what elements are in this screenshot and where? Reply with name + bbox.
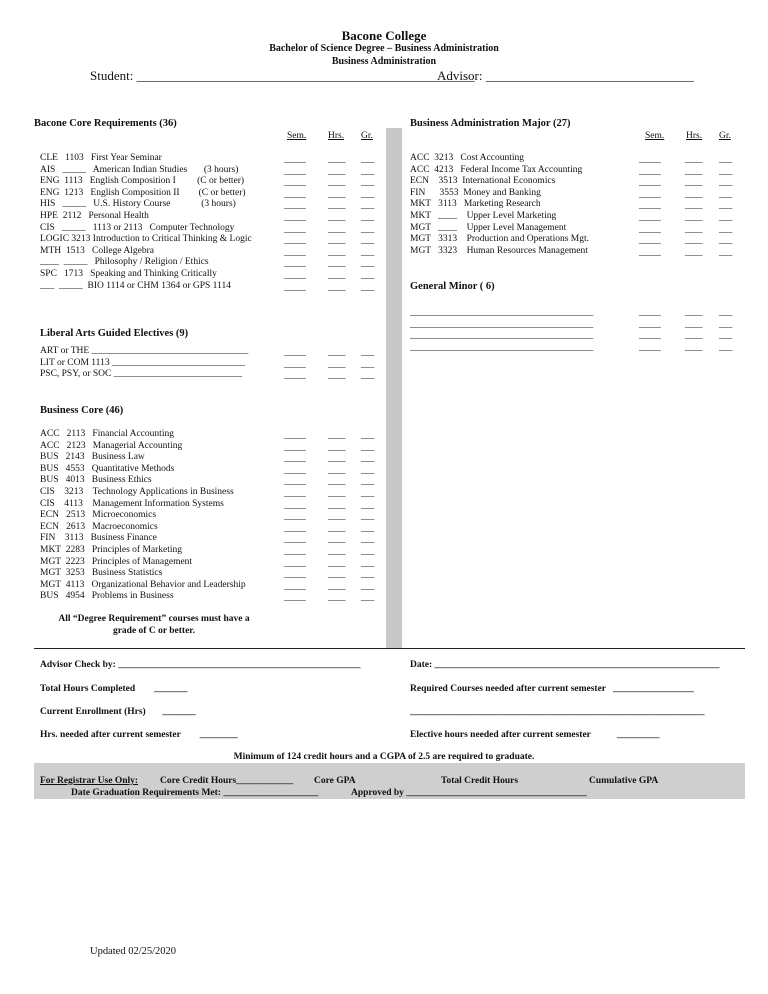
- major-course-gr-blank[interactable]: ___: [719, 201, 732, 212]
- core-course-gr-blank[interactable]: ___: [361, 155, 374, 165]
- required-courses-field[interactable]: Required Courses needed after current semester _________________: [410, 684, 694, 694]
- column-divider: [386, 128, 402, 648]
- core-course-gr-blank[interactable]: ___: [361, 213, 374, 223]
- core-course-hrs-blank[interactable]: ____: [328, 201, 345, 212]
- business-core-course-hrs-blank[interactable]: ____: [328, 593, 345, 604]
- minor-gr-blank[interactable]: ___: [719, 331, 732, 342]
- core-course-gr-blank[interactable]: ___: [361, 259, 374, 270]
- major-section-title: Business Administration Major (27): [410, 118, 571, 129]
- core-course-row: MTH 1513 College Algebra: [40, 245, 154, 256]
- business-core-title: Business Core (46): [40, 405, 124, 416]
- core-course-hrs-blank[interactable]: ____: [328, 155, 345, 165]
- business-core-course-row: ACC 2123 Managerial Accounting: [40, 440, 183, 451]
- cumulative-gpa-field[interactable]: Cumulative GPA: [589, 776, 659, 786]
- core-course-sem-blank[interactable]: _____: [284, 271, 306, 281]
- business-core-course-gr-blank[interactable]: ___: [361, 581, 374, 592]
- business-core-course-sem-blank[interactable]: _____: [284, 512, 306, 523]
- liberal-course-gr-blank[interactable]: ___: [361, 371, 374, 382]
- major-gr-header: Gr.: [719, 131, 731, 141]
- business-core-course-row: BUS 4553 Quantitative Methods: [40, 463, 175, 474]
- business-core-course-hrs-blank[interactable]: ____: [328, 442, 345, 453]
- business-core-course-row: CIS 4113 Management Information Systems: [40, 498, 224, 509]
- major-course-sem-blank[interactable]: _____: [639, 178, 661, 189]
- core-course-sem-blank[interactable]: _____: [284, 259, 306, 270]
- business-core-course-row: FIN 3113 Business Finance: [40, 533, 157, 544]
- business-core-course-gr-blank[interactable]: ___: [361, 523, 374, 534]
- liberal-course-hrs-blank[interactable]: ____: [328, 348, 345, 358]
- core-course-gr-blank[interactable]: ___: [361, 236, 374, 247]
- major-course-hrs-blank[interactable]: ____: [685, 201, 702, 212]
- major-course-gr-blank[interactable]: ___: [719, 224, 732, 235]
- elective-hours-field[interactable]: Elective hours needed after current semester _________: [410, 730, 660, 740]
- business-core-course-sem-blank[interactable]: _____: [284, 547, 306, 557]
- minor-section-title: General Minor ( 6): [410, 281, 495, 292]
- business-core-course-row: MGT 4113 Organizational Behavior and Leadership: [40, 579, 246, 590]
- business-core-course-gr-blank[interactable]: ___: [361, 500, 374, 511]
- major-course-hrs-blank[interactable]: ____: [685, 236, 702, 247]
- core-course-gr-blank[interactable]: ___: [361, 166, 374, 177]
- major-course-row: ACC 4213 Federal Income Tax Accounting: [410, 164, 583, 175]
- business-core-course-hrs-blank[interactable]: ____: [328, 465, 345, 476]
- business-core-course-row: MGT 3253 Business Statistics: [40, 568, 163, 579]
- business-core-course-hrs-blank[interactable]: ____: [328, 431, 345, 441]
- total-hours-field[interactable]: Total Hours Completed _______: [40, 684, 188, 694]
- minor-gr-blank[interactable]: ___: [719, 308, 732, 318]
- business-core-course-row: BUS 2143 Business Law: [40, 452, 145, 463]
- section-separator: [34, 648, 745, 649]
- major-course-gr-blank[interactable]: ___: [719, 189, 732, 200]
- major-course-gr-blank[interactable]: ___: [719, 155, 732, 165]
- core-course-row: ___ _____ BIO 1114 or CHM 1364 or GPS 1114: [40, 280, 231, 291]
- business-core-course-gr-blank[interactable]: ___: [361, 489, 374, 499]
- minor-gr-blank[interactable]: ___: [719, 319, 732, 330]
- degree-title: Bachelor of Science Degree – Business Administration: [269, 43, 499, 54]
- business-core-course-sem-blank[interactable]: _____: [284, 454, 306, 465]
- business-core-course-hrs-blank[interactable]: ____: [328, 570, 345, 581]
- business-core-course-sem-blank[interactable]: _____: [284, 431, 306, 441]
- core-course-sem-blank[interactable]: _____: [284, 236, 306, 247]
- business-core-course-gr-blank[interactable]: ___: [361, 570, 374, 581]
- minor-sem-blank[interactable]: _____: [639, 319, 661, 330]
- college-name: Bacone College: [341, 28, 427, 43]
- core-course-row: HIS _____ U.S. History Course (3 hours): [40, 199, 236, 210]
- major-course-row: MGT 3313 Production and Operations Mgt.: [410, 234, 589, 245]
- major-course-row: MKT ____ Upper Level Marketing: [410, 211, 557, 221]
- core-course-row: ____ _____ Philosophy / Religion / Ethics: [40, 257, 209, 268]
- business-core-course-row: MKT 2283 Principles of Marketing: [40, 545, 183, 555]
- major-course-hrs-blank[interactable]: ____: [685, 178, 702, 189]
- business-core-course-sem-blank[interactable]: _____: [284, 442, 306, 453]
- major-course-row: FIN 3553 Money and Banking: [410, 187, 541, 198]
- major-course-sem-blank[interactable]: _____: [639, 213, 661, 223]
- major-course-hrs-blank[interactable]: ____: [685, 155, 702, 165]
- business-core-course-gr-blank[interactable]: ___: [361, 593, 374, 604]
- core-course-sem-blank[interactable]: _____: [284, 213, 306, 223]
- core-course-row: AIS _____ American Indian Studies (3 hours): [40, 164, 239, 175]
- major-course-sem-blank[interactable]: _____: [639, 166, 661, 177]
- business-core-course-gr-blank[interactable]: ___: [361, 454, 374, 465]
- updated-date: Updated 02/25/2020: [90, 946, 177, 957]
- business-core-course-gr-blank[interactable]: ___: [361, 431, 374, 441]
- major-course-hrs-blank[interactable]: ____: [685, 213, 702, 223]
- minor-hrs-blank[interactable]: ____: [685, 331, 702, 342]
- liberal-course-sem-blank[interactable]: _____: [284, 359, 306, 370]
- core-course-hrs-blank[interactable]: ____: [328, 224, 345, 235]
- liberal-course-row: PSC, PSY, or SOC ___________________________: [40, 369, 243, 380]
- major-course-sem-blank[interactable]: _____: [639, 224, 661, 235]
- core-course-row: HPE 2112 Personal Health: [40, 211, 149, 221]
- major-course-sem-blank[interactable]: _____: [639, 155, 661, 165]
- major-hrs-header: Hrs.: [686, 131, 703, 141]
- minor-hrs-blank[interactable]: ____: [685, 319, 702, 330]
- business-core-course-sem-blank[interactable]: _____: [284, 570, 306, 581]
- business-core-course-gr-blank[interactable]: ___: [361, 477, 374, 488]
- major-course-row: MGT ____ Upper Level Management: [410, 222, 567, 233]
- registrar-label: For Registrar Use Only:: [40, 776, 139, 786]
- blank-line-field[interactable]: ______________________________________________________________: [410, 707, 705, 717]
- graduation-minimum-note: Minimum of 124 credit hours and a CGPA of 2.5 are required to graduate.: [233, 752, 535, 762]
- business-core-course-hrs-blank[interactable]: ____: [328, 477, 345, 488]
- business-core-course-hrs-blank[interactable]: ____: [328, 581, 345, 592]
- minor-sem-blank[interactable]: _____: [639, 342, 661, 353]
- date-field[interactable]: Date: ____________________________________________________________: [410, 660, 720, 670]
- major-course-gr-blank[interactable]: ___: [719, 213, 732, 223]
- total-credit-hours-field[interactable]: Total Credit Hours: [441, 776, 519, 786]
- core-course-sem-blank[interactable]: _____: [284, 189, 306, 200]
- core-section-title: Bacone Core Requirements (36): [34, 118, 177, 129]
- core-course-row: ENG 1113 English Composition I (C or better): [40, 176, 245, 187]
- core-course-hrs-blank[interactable]: ____: [328, 282, 345, 293]
- major-course-sem-blank[interactable]: _____: [639, 247, 661, 258]
- core-course-sem-blank[interactable]: _____: [284, 201, 306, 212]
- major-course-gr-blank[interactable]: ___: [719, 178, 732, 189]
- minor-course-line[interactable]: ___________________________________________: [410, 331, 593, 342]
- major-course-row: ACC 3213 Cost Accounting: [410, 153, 525, 163]
- minor-gr-blank[interactable]: ___: [719, 342, 732, 353]
- business-core-course-sem-blank[interactable]: _____: [284, 500, 306, 511]
- core-course-gr-blank[interactable]: ___: [361, 224, 374, 235]
- core-course-hrs-blank[interactable]: ____: [328, 259, 345, 270]
- student-field[interactable]: Student: ____________________________________________________: [90, 68, 475, 83]
- core-course-gr-blank[interactable]: ___: [361, 189, 374, 200]
- major-course-sem-blank[interactable]: _____: [639, 189, 661, 200]
- core-course-sem-blank[interactable]: _____: [284, 178, 306, 189]
- minor-course-line[interactable]: ___________________________________________: [410, 308, 593, 318]
- business-core-course-row: ECN 2613 Macroeconomics: [40, 521, 158, 532]
- date-requirements-met-field[interactable]: Date Graduation Requirements Met: ____________________: [71, 788, 319, 798]
- core-course-gr-blank[interactable]: ___: [361, 247, 374, 258]
- major-course-hrs-blank[interactable]: ____: [685, 224, 702, 235]
- grade-note-line1: All “Degree Requirement” courses must have a: [58, 614, 250, 624]
- core-course-sem-blank[interactable]: _____: [284, 282, 306, 293]
- major-course-gr-blank[interactable]: ___: [719, 247, 732, 258]
- major-course-row: MGT 3323 Human Resources Management: [410, 245, 588, 256]
- approved-by-field[interactable]: Approved by ______________________________________: [351, 788, 587, 798]
- business-core-course-sem-blank[interactable]: _____: [284, 535, 306, 546]
- business-core-course-sem-blank[interactable]: _____: [284, 523, 306, 534]
- liberal-course-sem-blank[interactable]: _____: [284, 348, 306, 358]
- core-course-gr-blank[interactable]: ___: [361, 282, 374, 293]
- business-core-course-gr-blank[interactable]: ___: [361, 558, 374, 569]
- minor-sem-blank[interactable]: _____: [639, 308, 661, 318]
- major-course-hrs-blank[interactable]: ____: [685, 189, 702, 200]
- hrs-needed-field[interactable]: Hrs. needed after current semester ________: [40, 730, 238, 740]
- business-core-course-sem-blank[interactable]: _____: [284, 489, 306, 499]
- major-course-sem-blank[interactable]: _____: [639, 236, 661, 247]
- business-core-course-hrs-blank[interactable]: ____: [328, 489, 345, 499]
- advisor-field[interactable]: Advisor: ________________________________: [437, 68, 694, 83]
- liberal-section-title: Liberal Arts Guided Electives (9): [40, 328, 189, 339]
- core-course-hrs-blank[interactable]: ____: [328, 236, 345, 247]
- core-course-gr-blank[interactable]: ___: [361, 271, 374, 281]
- minor-hrs-blank[interactable]: ____: [685, 342, 702, 353]
- major-course-hrs-blank[interactable]: ____: [685, 247, 702, 258]
- core-course-row: SPC 1713 Speaking and Thinking Critically: [40, 269, 217, 279]
- business-core-course-hrs-blank[interactable]: ____: [328, 523, 345, 534]
- business-core-course-gr-blank[interactable]: ___: [361, 535, 374, 546]
- core-credit-hours-field[interactable]: Core Credit Hours____________: [160, 776, 294, 786]
- core-sem-header: Sem.: [287, 131, 307, 141]
- business-core-course-row: CIS 3213 Technology Applications in Business: [40, 487, 234, 497]
- minor-hrs-blank[interactable]: ____: [685, 308, 702, 318]
- business-core-course-row: ACC 2113 Financial Accounting: [40, 429, 174, 439]
- core-course-row: CLE 1103 First Year Seminar: [40, 153, 162, 163]
- business-core-course-row: BUS 4954 Problems in Business: [40, 591, 174, 602]
- business-core-course-gr-blank[interactable]: ___: [361, 442, 374, 453]
- core-course-gr-blank[interactable]: ___: [361, 201, 374, 212]
- liberal-course-row: LIT or COM 1113 ____________________________: [40, 357, 245, 368]
- business-core-course-sem-blank[interactable]: _____: [284, 581, 306, 592]
- core-course-hrs-blank[interactable]: ____: [328, 213, 345, 223]
- business-core-course-row: ECN 2513 Microeconomics: [40, 510, 157, 521]
- minor-course-line[interactable]: ___________________________________________: [410, 342, 593, 353]
- core-course-gr-blank[interactable]: ___: [361, 178, 374, 189]
- business-core-course-sem-blank[interactable]: _____: [284, 593, 306, 604]
- business-core-course-sem-blank[interactable]: _____: [284, 465, 306, 476]
- major-course-gr-blank[interactable]: ___: [719, 236, 732, 247]
- major-course-gr-blank[interactable]: ___: [719, 166, 732, 177]
- minor-course-line[interactable]: ___________________________________________: [410, 319, 593, 330]
- business-core-course-hrs-blank[interactable]: ____: [328, 512, 345, 523]
- liberal-course-hrs-blank[interactable]: ____: [328, 359, 345, 370]
- core-course-hrs-blank[interactable]: ____: [328, 189, 345, 200]
- business-core-course-hrs-blank[interactable]: ____: [328, 558, 345, 569]
- business-core-course-hrs-blank[interactable]: ____: [328, 454, 345, 465]
- business-core-course-sem-blank[interactable]: _____: [284, 477, 306, 488]
- major-course-sem-blank[interactable]: _____: [639, 201, 661, 212]
- business-core-course-sem-blank[interactable]: _____: [284, 558, 306, 569]
- advisor-check-field[interactable]: Advisor Check by: ___________________________________________________: [40, 660, 361, 670]
- major-course-hrs-blank[interactable]: ____: [685, 166, 702, 177]
- core-course-sem-blank[interactable]: _____: [284, 166, 306, 177]
- major-course-row: MKT 3113 Marketing Research: [410, 199, 541, 210]
- core-course-hrs-blank[interactable]: ____: [328, 247, 345, 258]
- business-core-course-hrs-blank[interactable]: ____: [328, 535, 345, 546]
- core-course-hrs-blank[interactable]: ____: [328, 271, 345, 281]
- business-core-course-row: MGT 2223 Principles of Management: [40, 556, 193, 567]
- business-core-course-hrs-blank[interactable]: ____: [328, 500, 345, 511]
- liberal-course-gr-blank[interactable]: ___: [361, 348, 374, 358]
- minor-sem-blank[interactable]: _____: [639, 331, 661, 342]
- liberal-course-sem-blank[interactable]: _____: [284, 371, 306, 382]
- core-gpa-field[interactable]: Core GPA: [314, 776, 356, 786]
- core-course-row: LOGIC 3213 Introduction to Critical Thinking & Logic: [40, 234, 252, 245]
- core-hrs-header: Hrs.: [328, 131, 345, 141]
- business-core-course-gr-blank[interactable]: ___: [361, 547, 374, 557]
- core-gr-header: Gr.: [361, 131, 373, 141]
- liberal-course-hrs-blank[interactable]: ____: [328, 371, 345, 382]
- core-course-sem-blank[interactable]: _____: [284, 224, 306, 235]
- liberal-course-row: ART or THE _________________________________: [40, 346, 249, 356]
- business-core-course-row: BUS 4013 Business Ethics: [40, 475, 152, 486]
- current-enrollment-field[interactable]: Current Enrollment (Hrs) _______: [40, 707, 196, 717]
- grade-note-line2: grade of C or better.: [112, 626, 196, 636]
- core-course-hrs-blank[interactable]: ____: [328, 178, 345, 189]
- liberal-course-gr-blank[interactable]: ___: [361, 359, 374, 370]
- core-course-row: CIS _____ 1113 or 2113 Computer Technology: [40, 222, 235, 233]
- core-course-row: ENG 1213 English Composition II (C or better): [40, 187, 246, 198]
- program-title: Business Administration: [331, 56, 437, 67]
- core-course-sem-blank[interactable]: _____: [284, 247, 306, 258]
- core-course-sem-blank[interactable]: _____: [284, 155, 306, 165]
- business-core-course-gr-blank[interactable]: ___: [361, 465, 374, 476]
- major-course-row: ECN 3513 International Economics: [410, 176, 556, 187]
- core-course-hrs-blank[interactable]: ____: [328, 166, 345, 177]
- business-core-course-hrs-blank[interactable]: ____: [328, 547, 345, 557]
- business-core-course-gr-blank[interactable]: ___: [361, 512, 374, 523]
- major-sem-header: Sem.: [645, 131, 665, 141]
